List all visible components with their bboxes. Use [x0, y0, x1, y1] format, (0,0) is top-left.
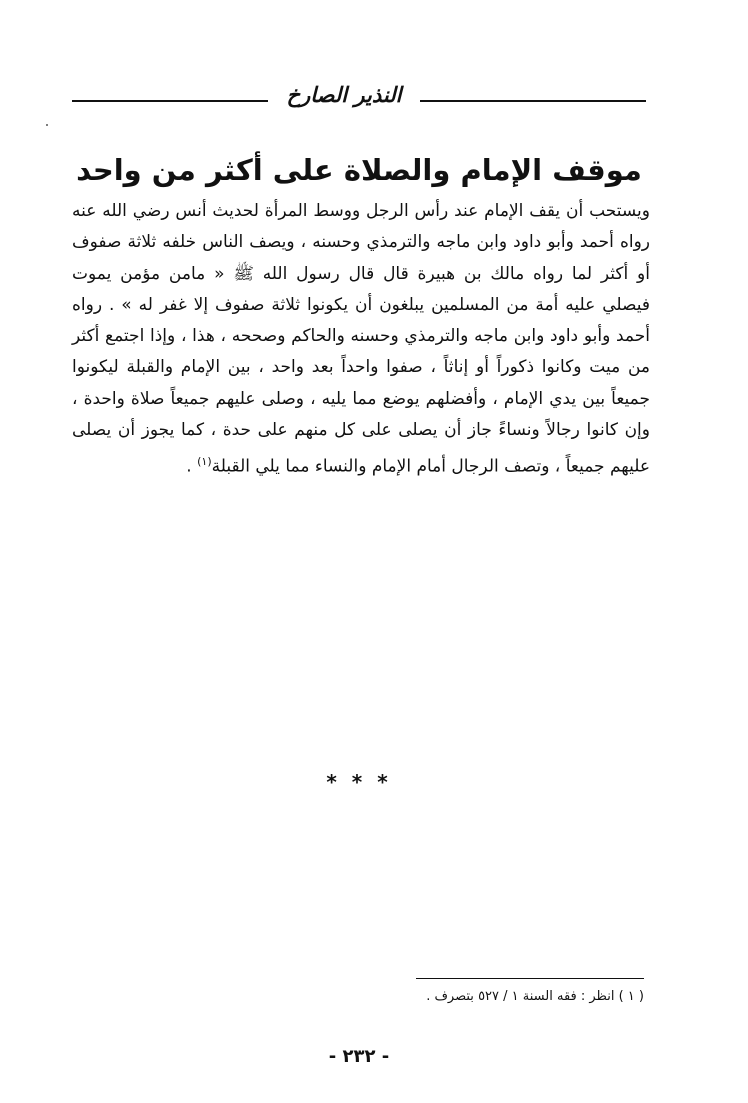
header-rule-right: [420, 100, 646, 102]
footnote: ( ١ ) انظر : فقه السنة ١ / ٥٢٧ بتصرف .: [426, 989, 644, 1004]
running-header: [72, 80, 646, 112]
header-rule-left: [72, 100, 268, 102]
footnote-reference: (١): [197, 455, 212, 469]
section-title: موقف الإمام والصلاة على أكثر من واحد: [76, 153, 642, 187]
paragraph-text: ويستحب أن يقف الإمام عند رأس الرجل ووسط المرأة لحديث أنس رضي الله عنه رواه أحمد وأبو داود وابن ماجه والترمذي وحسنه ، ويصف الناس خلفه ثلاثة صفوف أو أكثر لما رواه مالك بن هبيرة قال قال رسول الله ﷺ « مامن مؤمن يموت فيصلي عليه أمة من المسلمين يبلغون أن يكونوا ثلاثة صفوف إلا غفر له » . رواه أحمد وأبو داود وابن ماجه والترمذي وحسنه والحاكم وصححه ، هذا ، وإذا اجتمع أكثر من ميت وكانوا ذكوراً أو إناثاً ، صفوا واحداً بعد واحد ، بين الإمام والقبلة ليكونوا جميعاً بين يدي الإمام ، وأفضلهم يوضع مما يليه ، وصلى عليهم جميعاً صلاة واحدة ، وإن كانوا رجالاً ونساءً جاز أن يصلى على كل منهم على حدة ، كما يجوز أن يصلى عليهم جميعاً ، وتصف الرجال أمام الإمام والنساء مما يلي القبلة: [72, 201, 650, 478]
section-separator: * * *: [326, 770, 392, 794]
body-paragraph: [72, 196, 650, 483]
header-title: النذير الصارخ: [286, 83, 402, 107]
stray-dot: [46, 124, 48, 126]
footnote-rule: [416, 978, 644, 979]
page-number: - ٢٣٢ -: [328, 1046, 390, 1067]
paragraph-ending: .: [186, 457, 198, 478]
